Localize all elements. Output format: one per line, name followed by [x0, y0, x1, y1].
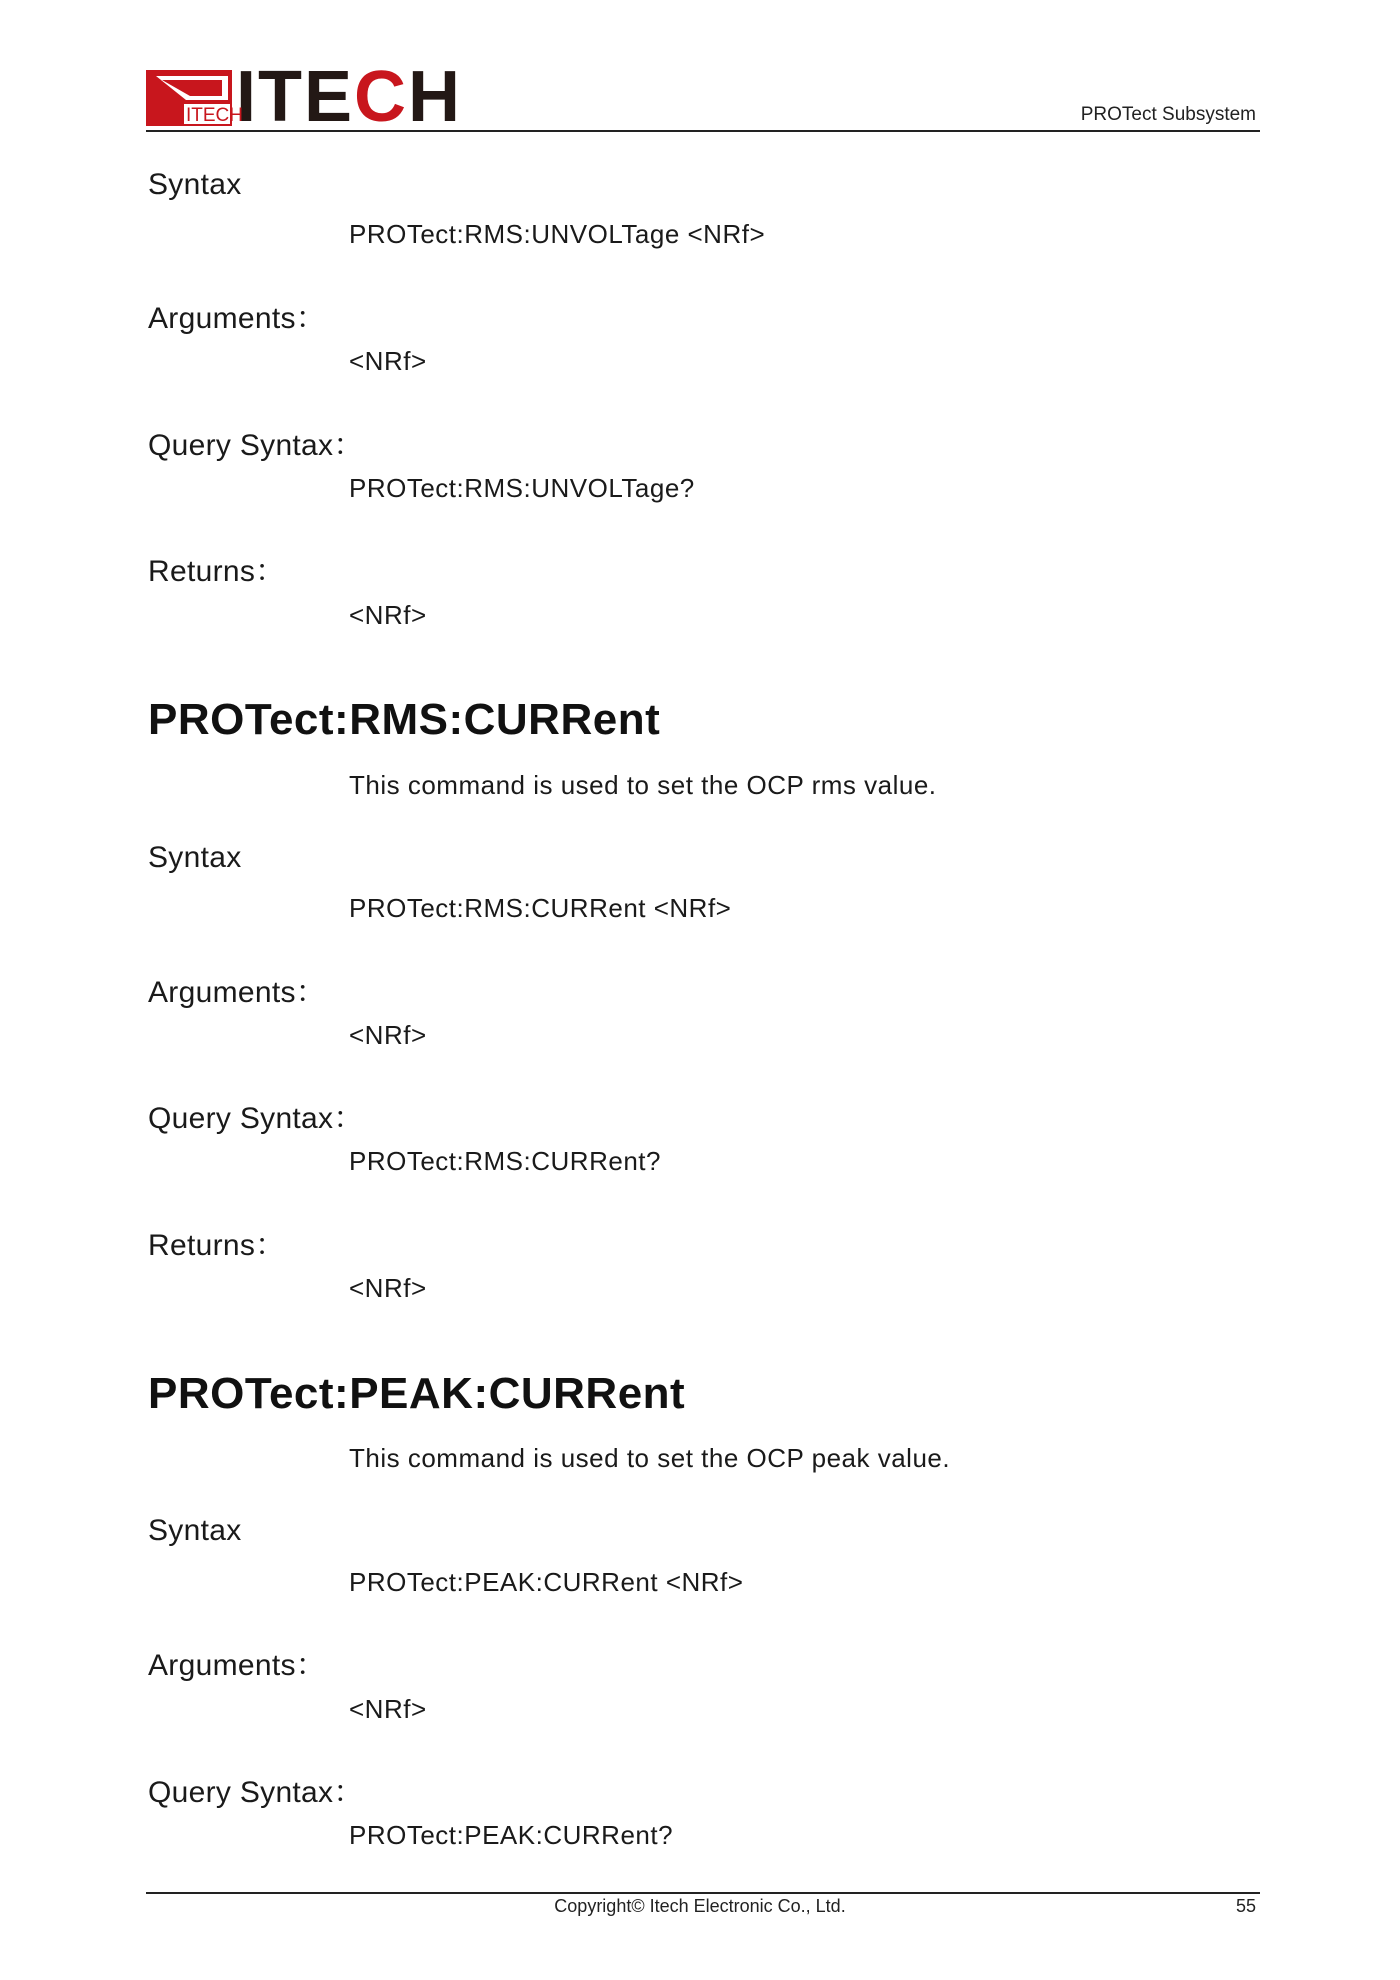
- command-description: This command is used to set the OCP peak value.: [349, 1443, 951, 1473]
- query-syntax-label: Query Syntax：: [148, 1102, 364, 1135]
- logo-wordmark: [236, 57, 463, 137]
- command-title: PROTect:PEAK:CURRent: [148, 1369, 686, 1418]
- returns-value: <NRf>: [349, 600, 427, 630]
- header-section-title: PROTect Subsystem: [1080, 104, 1256, 125]
- footer-rule: [146, 1892, 1260, 1894]
- logo-small-text: ITECH: [186, 105, 243, 126]
- returns-value: <NRf>: [349, 1273, 427, 1303]
- logo-wordmark-left: ITE: [236, 57, 355, 137]
- arguments-value: <NRf>: [349, 1020, 427, 1050]
- command-description: This command is used to set the OCP rms value.: [349, 770, 937, 800]
- returns-label: Returns：: [148, 1229, 286, 1262]
- query-syntax-value: PROTect:PEAK:CURRent?: [349, 1820, 674, 1850]
- arguments-value: <NRf>: [349, 346, 427, 376]
- logo-wordmark-c: C: [354, 57, 409, 137]
- page-header: [146, 57, 1260, 137]
- arguments-value: <NRf>: [349, 1694, 427, 1724]
- query-syntax-value: PROTect:RMS:CURRent?: [349, 1146, 661, 1176]
- syntax-value: PROTect:RMS:UNVOLTage <NRf>: [349, 219, 766, 249]
- page-number: 55: [1235, 1896, 1256, 1916]
- query-syntax-label: Query Syntax：: [148, 429, 364, 462]
- itech-logo-mark: [146, 70, 243, 126]
- syntax-value: PROTect:RMS:CURRent <NRf>: [349, 893, 732, 923]
- arguments-label: Arguments：: [148, 976, 327, 1009]
- arguments-label: Arguments：: [148, 1649, 327, 1682]
- syntax-label: Syntax: [148, 168, 242, 201]
- syntax-label: Syntax: [148, 1514, 242, 1547]
- query-syntax-value: PROTect:RMS:UNVOLTage?: [349, 473, 695, 503]
- syntax-value: PROTect:PEAK:CURRent <NRf>: [349, 1567, 744, 1597]
- returns-label: Returns：: [148, 555, 286, 588]
- itech-logo: [146, 57, 463, 137]
- arguments-label: Arguments：: [148, 302, 327, 335]
- footer-copyright: Copyright© Itech Electronic Co., Ltd.: [554, 1896, 846, 1916]
- logo-wordmark-right: H: [408, 57, 463, 137]
- command-title: PROTect:RMS:CURRent: [148, 695, 661, 744]
- query-syntax-label: Query Syntax：: [148, 1776, 364, 1809]
- syntax-label: Syntax: [148, 841, 242, 874]
